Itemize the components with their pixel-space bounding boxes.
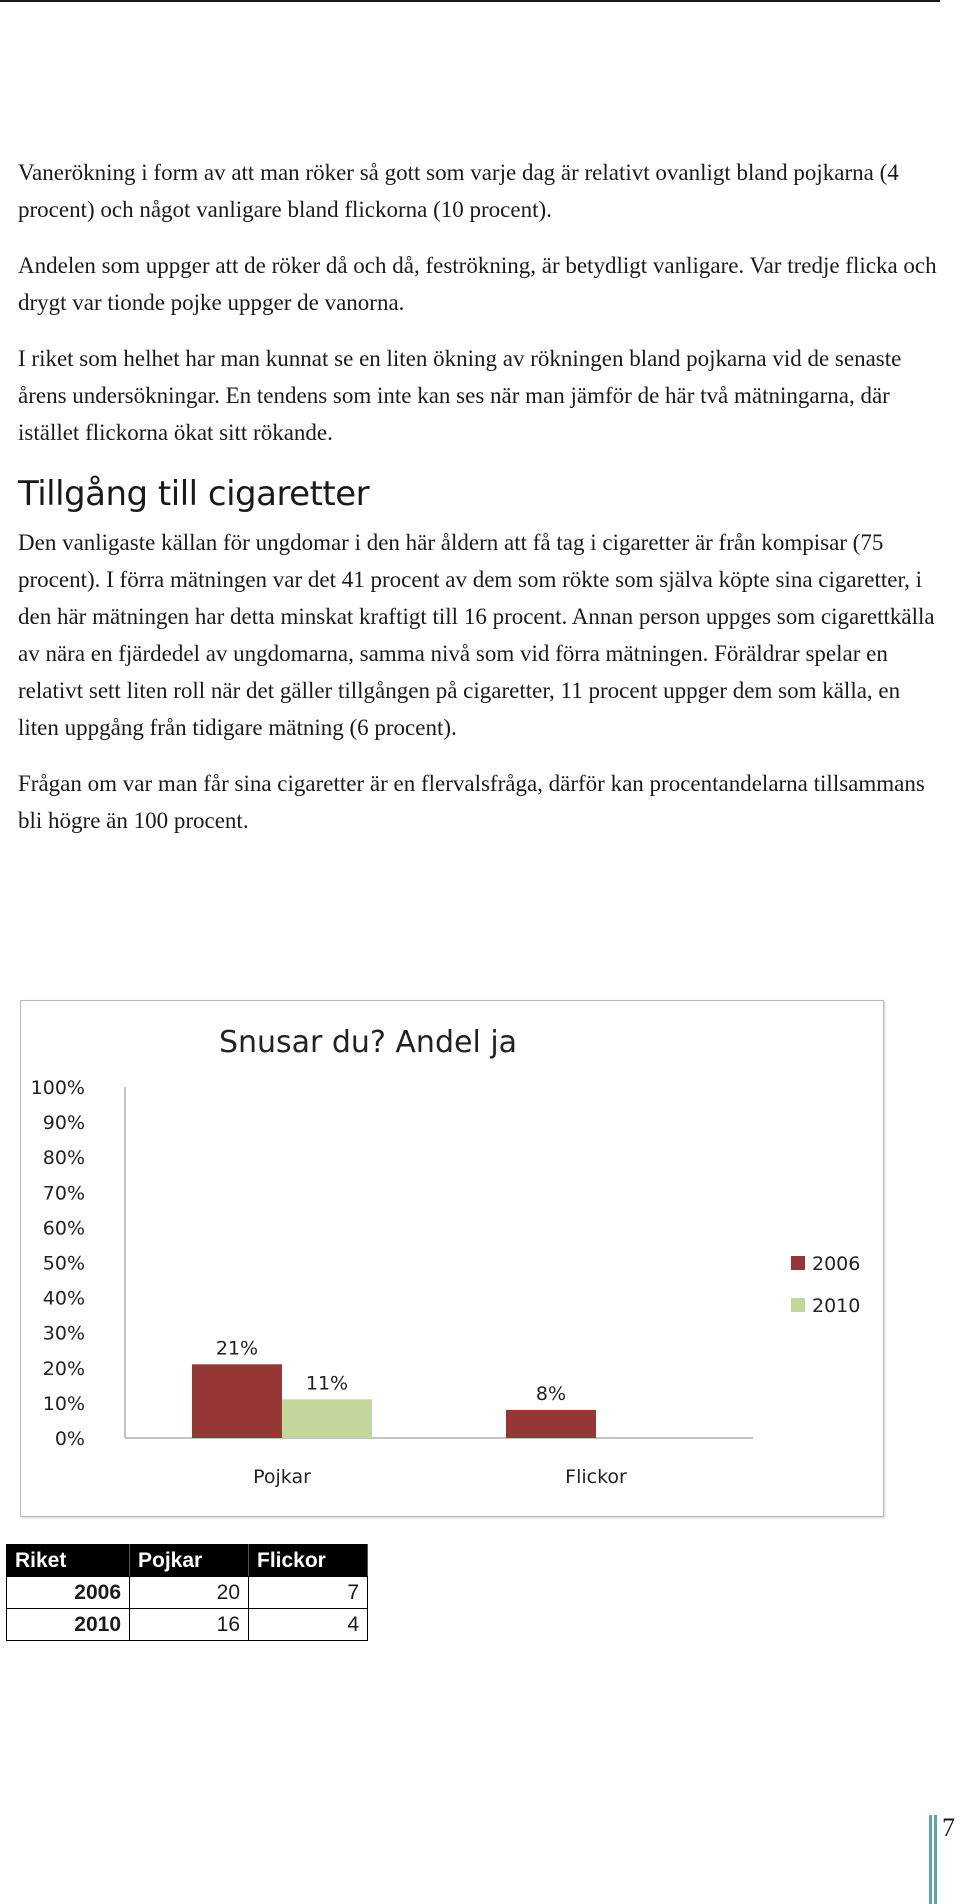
table-row bbox=[7, 1609, 368, 1641]
page-accent-bar bbox=[929, 1815, 932, 1904]
x-axis-labels bbox=[253, 1466, 627, 1488]
paragraph-flerval: Frågan om var man får sina cigaretter är en flervalsfråga, därför kan procentandelarna tillsammans bli högre än 100 procent. bbox=[18, 771, 925, 833]
bar-2006-pojkar bbox=[192, 1364, 282, 1438]
header-pojkar: Pojkar bbox=[130, 1545, 249, 1577]
y-tick-label: 100% bbox=[30, 1077, 85, 1099]
paragraph-kallor: Den vanligaste källan för ungdomar i den här åldern att få tag i cigaretter är från kompisar (75 procent). I förra mätningen var det 41 procent av dem som rökte som själva köpte sina cigaretter, i den här mätningen har detta minskat kraftigt till 16 procent. Annan person uppges som cigarettkälla av nära en fjärdedel av ungdomarna, samma nivå som vid förra mätningen. Föräldrar spelar en relativt sett liten roll när det gäller tillgången på cigaretter, 11 procent uppger dem som källa, en liten uppgång från tidigare mätning (6 procent). bbox=[18, 530, 935, 740]
row-year: 2006 bbox=[7, 1577, 130, 1609]
header-flickor: Flickor bbox=[249, 1545, 368, 1577]
chart-title: Snusar du? Andel ja bbox=[218, 1025, 518, 1060]
y-tick-label: 90% bbox=[42, 1112, 85, 1135]
y-tick-label: 40% bbox=[42, 1287, 85, 1310]
y-tick-label: 20% bbox=[42, 1357, 85, 1380]
header-riket: Riket bbox=[7, 1545, 130, 1577]
x-tick-label: Flickor bbox=[565, 1466, 627, 1488]
data-label: 11% bbox=[305, 1372, 349, 1395]
data-label: 8% bbox=[535, 1382, 567, 1405]
y-tick-label: 70% bbox=[42, 1182, 85, 1205]
cell-pojkar: 16 bbox=[130, 1609, 249, 1641]
legend-swatch-2006 bbox=[791, 1256, 805, 1270]
y-tick-label: 10% bbox=[42, 1392, 85, 1415]
cell-flickor: 4 bbox=[249, 1609, 368, 1641]
chart-canvas bbox=[21, 1001, 883, 1516]
top-rule bbox=[0, 0, 940, 2]
table-header-row bbox=[7, 1545, 368, 1577]
cell-flickor: 7 bbox=[249, 1577, 368, 1609]
bar-2006-flickor bbox=[506, 1410, 596, 1438]
intro-text bbox=[18, 154, 938, 858]
data-label: 21% bbox=[215, 1337, 259, 1360]
bars bbox=[192, 1337, 596, 1438]
page-accent-bar bbox=[934, 1815, 937, 1904]
y-tick-label: 80% bbox=[42, 1147, 85, 1170]
y-tick-label: 30% bbox=[42, 1322, 85, 1345]
paragraph-riket: I riket som helhet har man kunnat se en liten ökning av rökningen bland pojkarna vid de senaste årens undersökningar. En tendens som inte kan ses när man jämför de här två mätningarna, där istället flickorna ökat sitt rökande. bbox=[18, 346, 902, 445]
y-axis-labels bbox=[31, 1077, 85, 1450]
y-tick-label: 50% bbox=[42, 1252, 85, 1275]
cell-pojkar: 20 bbox=[130, 1577, 249, 1609]
legend-label: 2006 bbox=[812, 1253, 861, 1275]
section-heading: Tillgång till cigaretter bbox=[18, 474, 370, 514]
legend-label: 2010 bbox=[812, 1295, 861, 1317]
x-tick-label: Pojkar bbox=[253, 1466, 311, 1488]
table-row bbox=[7, 1577, 368, 1609]
row-year: 2010 bbox=[7, 1609, 130, 1641]
data-table bbox=[6, 1544, 368, 1641]
page-number: 7 bbox=[942, 1813, 955, 1842]
y-tick-label: 0% bbox=[54, 1428, 85, 1450]
snus-chart bbox=[20, 1000, 884, 1517]
legend bbox=[791, 1253, 860, 1317]
y-tick-label: 60% bbox=[42, 1217, 85, 1240]
paragraph-festrokning: Andelen som uppger att de röker då och då, feströkning, är betydligt vanligare. Var tredje flicka och drygt var tionde pojke uppger de vanorna. bbox=[18, 253, 937, 315]
paragraph-vanerokning: Vanerökning i form av att man röker så gott som varje dag är relativt ovanligt bland pojkarna (4 procent) och något vanligare bland flickorna (10 procent). bbox=[18, 160, 899, 222]
bar-2010-pojkar bbox=[282, 1399, 372, 1438]
legend-swatch-2010 bbox=[791, 1298, 805, 1312]
